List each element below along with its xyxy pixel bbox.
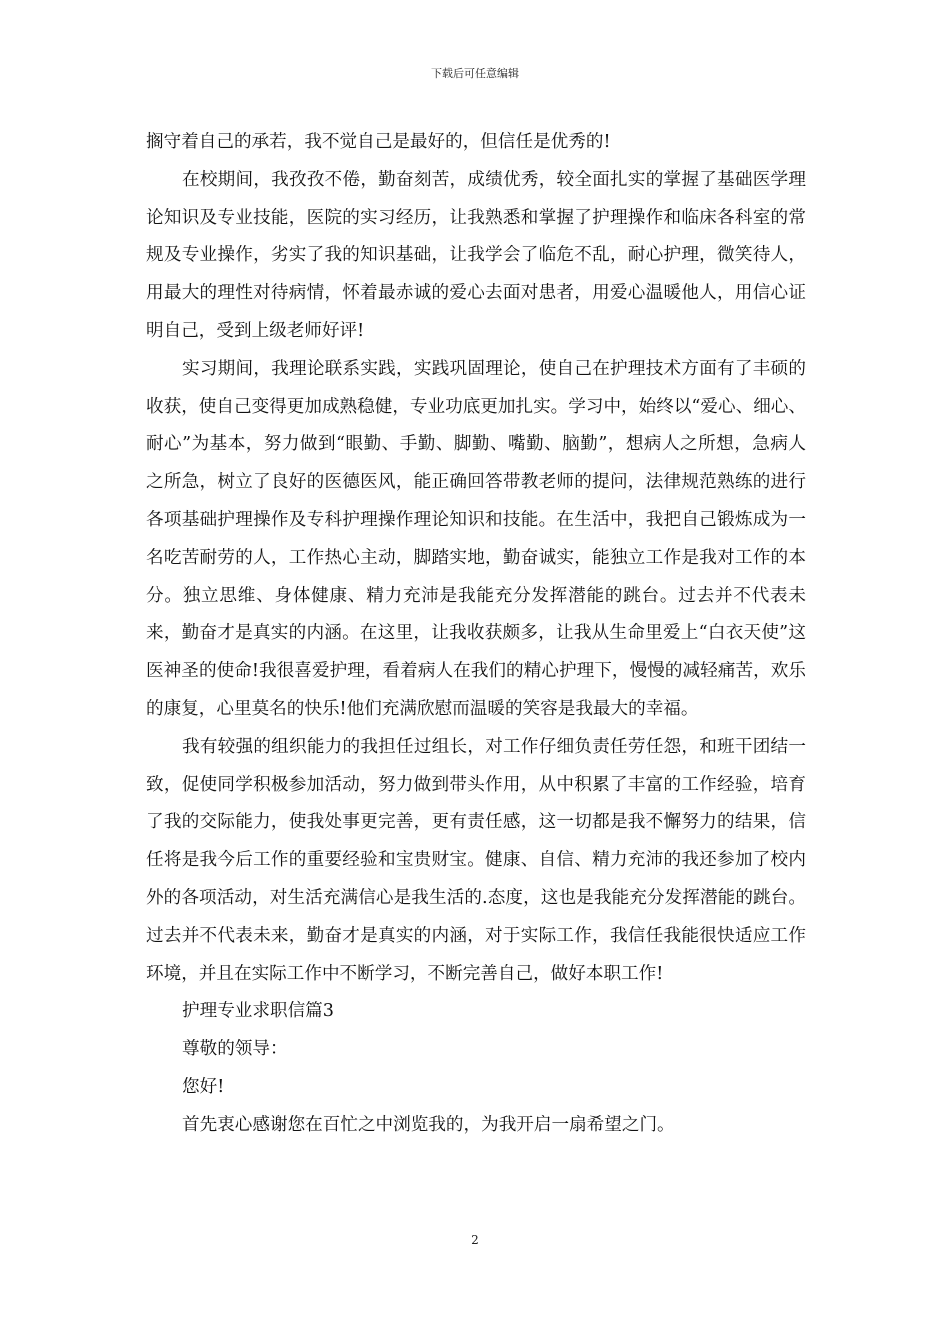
paragraph-organization: 我有较强的组织能力的我担任过组长，对工作仔细负责任劳任怨，和班干团结一致，促使同学积极参加活动，努力做到带头作用，从中积累了丰富的工作经验，培育了我的交际能力，使我处事更完善，更有责任感，这一切都是我不懈努力的结果，信任将是我今后工作的重要经验和宝贵财宝。健康、自信、精力充沛的我还参加了校内外的各项活动，对生活充满信心是我生活的.态度，这也是我能充分发挥潜能的跳台。过去并不代表未来，勤奋才是真实的内涵，对于实际工作，我信任我能很快适应工作环境，并且在实际工作中不断学习，不断完善自己，做好本职工作! <box>146 736 806 984</box>
document-body <box>146 124 806 1145</box>
letter-greeting: 您好! <box>182 1076 225 1097</box>
page-header: 下载后可任意编辑 <box>431 67 519 80</box>
section-title: 护理专业求职信篇3 <box>182 1001 334 1022</box>
paragraph-internship: 实习期间，我理论联系实践，实践巩固理论，使自己在护理技术方面有了丰硕的收获，使自己变得更加成熟稳健，专业功底更加扎实。学习中，始终以“爱心、细心、耐心”为基本，努力做到“眼勤、手勤、脚勤、嘴勤、脑勤”，想病人之所想，急病人之所急，树立了良好的医德医风，能正确回答带教老师的提问，法律规范熟练的进行各项基础护理操作及专科护理操作理论知识和技能。在生活中，我把自己锻炼成为一名吃苦耐劳的人，工作热心主动，脚踏实地，勤奋诚实，能独立工作是我对工作的本分。独立思维、身体健康、精力充沛是我能充分发挥潜能的跳台。过去并不代表未来，勤奋才是真实的内涵。在这里，让我收获颇多，让我从生命里爱上“白衣天使”这医神圣的使命!我很喜爱护理，看着病人在我们的精心护理下，慢慢的减轻痛苦，欢乐的康复，心里莫名的快乐!他们充满欣慰而温暖的笑容是我最大的幸福。 <box>146 358 806 719</box>
page-number: 2 <box>471 1233 479 1247</box>
paragraph-continuation: 搁守着自己的承若，我不觉自己是最好的，但信任是优秀的! <box>146 132 611 152</box>
letter-salutation: 尊敬的领导： <box>182 1039 288 1060</box>
paragraph-school-period: 在校期间，我孜孜不倦，勤奋刻苦，成绩优秀，较全面扎实的掌握了基础医学理论知识及专业技能，医院的实习经历，让我熟悉和掌握了护理操作和临床各科室的常规及专业操作，劣实了我的知识基础，让我学会了临危不乱，耐心护理，微笑待人，用最大的理性对待病情，怀着最赤诚的爱心去面对患者，用爱心温暖他人，用信心证明自己，受到上级老师好评! <box>146 169 806 341</box>
letter-opening-line: 首先衷心感谢您在百忙之中浏览我的，为我开启一扇希望之门。 <box>182 1114 675 1135</box>
